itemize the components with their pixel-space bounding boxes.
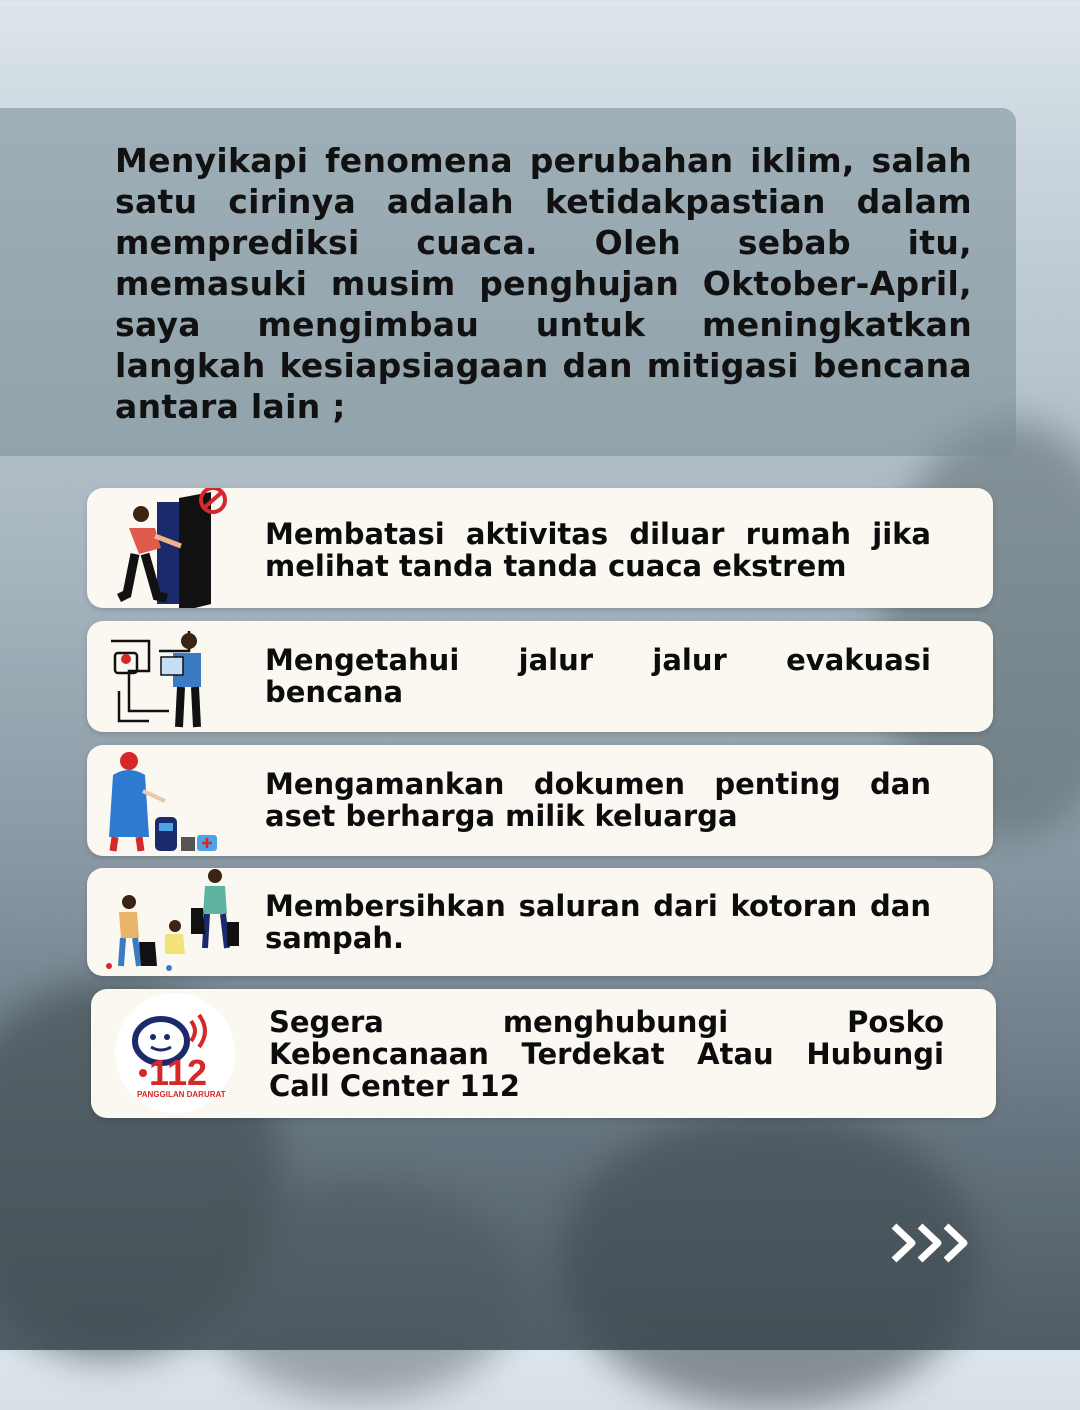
tip-text-2: Mengetahui jalur jalur evakuasi bencana — [265, 643, 931, 709]
logo-number: 112 — [149, 1052, 208, 1093]
tip-card-2 — [87, 621, 993, 732]
next-page-arrows-icon[interactable] — [890, 1222, 972, 1264]
tip-text-4: Membersihkan saluran dari kotoran dan sampah. — [265, 889, 931, 955]
tip-text-1: Membatasi aktivitas diluar rumah jika melihat tanda tanda cuaca ekstrem — [265, 517, 931, 583]
people-cleaning-trash-icon — [99, 868, 239, 976]
person-with-emergency-bag-icon — [99, 745, 239, 856]
tip-text-5: Segera menghubungi Posko Kebencanaan Terdekat Atau Hubungi Call Center 112 — [269, 1005, 944, 1103]
intro-paragraph: Menyikapi fenomena perubahan iklim, salah satu cirinya adalah ketidakpastian dalam memprediksi cuaca. Oleh sebab itu, memasuki musim penghujan Oktober-April, saya mengimbau untuk meningkatkan langkah kesiapsiagaan dan mitigasi bencana antara lain ; — [115, 141, 972, 426]
intro-emphasis: mengimbau — [257, 305, 480, 344]
tip-card-5 — [91, 989, 996, 1118]
tip-card-3 — [87, 745, 993, 856]
tip-card-1 — [87, 488, 993, 608]
person-reading-map-icon — [99, 621, 239, 732]
background-tree — [200, 1180, 520, 1400]
tip-text-3: Mengamankan dokumen penting dan aset berharga milik keluarga — [265, 767, 931, 833]
tip-card-4 — [87, 868, 993, 976]
person-closing-door-icon — [99, 488, 239, 608]
call-112-logo — [109, 989, 249, 1118]
logo-caption: PANGGILAN DARURAT — [137, 1090, 226, 1099]
